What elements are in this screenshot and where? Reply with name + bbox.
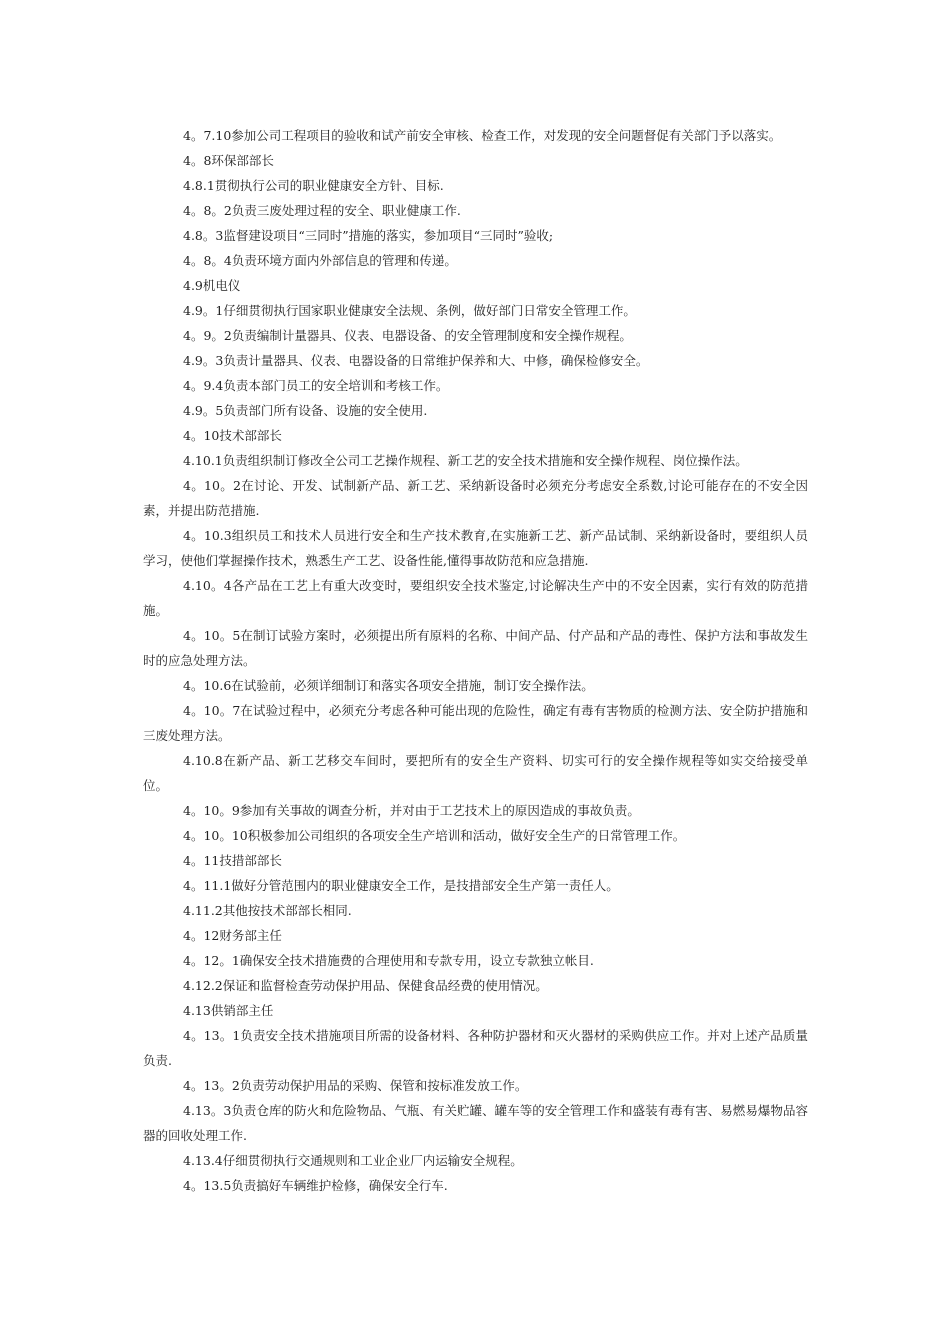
paragraph-4-9-2: 4。9。2负责编制计量器具、仪表、电器设备、的安全管理制度和安全操作规程。 [183, 328, 632, 343]
paragraph-4-8-3: 4.8。3监督建设项目“三同时”措施的落实，参加项目“三同时”验收; [183, 228, 554, 243]
paragraph-4-10-8: 4.10.8在新产品、新工艺移交车间时，要把所有的安全生产资料、切实可行的安全操作规程等如实交给接受单位。 [143, 753, 808, 793]
paragraph-4-13-1: 4。13。1负责安全技术措施项目所需的设备材料、各种防护器材和灭火器材的采购供应工作。并对上述产品质量负责. [143, 1028, 808, 1068]
paragraph-4-9-5: 4.9。5负责部门所有设备、设施的安全使用. [183, 403, 428, 418]
section-heading-4-8: 4。8环保部部长 [183, 153, 274, 168]
paragraph-4-9-3: 4.9。3负责计量器具、仪表、电器设备的日常维护保养和大、中修，确保检修安全。 [183, 353, 649, 368]
paragraph-4-13-5: 4。13.5负责搞好车辆维护检修，确保安全行车. [183, 1178, 448, 1193]
paragraph-4-10-3: 4。10.3组织员工和技术人员进行安全和生产技术教育,在实施新工艺、新产品试制、采纳新设备时，要组织人员学习，使他们掌握操作技术，熟悉生产工艺、设备性能,懂得事故防范和应急措施. [143, 528, 808, 568]
section-heading-4-9: 4.9机电仪 [183, 278, 241, 293]
paragraph-4-7-10: 4。7.10参加公司工程项目的验收和试产前安全审核、检查工作，对发现的安全问题督促有关部门予以落实。 [183, 128, 782, 143]
paragraph-4-10-2: 4。10。2在讨论、开发、试制新产品、新工艺、采纳新设备时必须充分考虑安全系数,讨论可能存在的不安全因素，并提出防范措施. [143, 478, 808, 518]
paragraph-4-10-10: 4。10。10积极参加公司组织的各项安全生产培训和活动，做好安全生产的日常管理工作。 [183, 828, 686, 843]
paragraph-4-10-5: 4。10。5在制订试验方案时，必须提出所有原料的名称、中间产品、付产品和产品的毒性、保护方法和事故发生时的应急处理方法。 [143, 628, 808, 668]
paragraph-4-10-9: 4。10。9参加有关事故的调查分析，并对由于工艺技术上的原因造成的事故负责。 [183, 803, 640, 818]
paragraph-4-10-6: 4。10.6在试验前，必须详细制订和落实各项安全措施，制订安全操作法。 [183, 678, 594, 693]
paragraph-4-8-4: 4。8。4负责环境方面内外部信息的管理和传递。 [183, 253, 457, 268]
paragraph-4-10-7: 4。10。7在试验过程中，必须充分考虑各种可能出现的危险性，确定有毒有害物质的检测方法、安全防护措施和三废处理方法。 [143, 703, 808, 743]
paragraph-4-9-1: 4.9。1仔细贯彻执行国家职业健康安全法规、条例，做好部门日常安全管理工作。 [183, 303, 636, 318]
paragraph-4-13-4: 4.13.4仔细贯彻执行交通规则和工业企业厂内运输安全规程。 [183, 1153, 523, 1168]
paragraph-4-12-1: 4。12。1确保安全技术措施费的合理使用和专款专用，设立专款独立帐目. [183, 953, 594, 968]
section-heading-4-10: 4。10技术部部长 [183, 428, 282, 443]
paragraph-4-13-2: 4。13。2负责劳动保护用品的采购、保管和按标准发放工作。 [183, 1078, 528, 1093]
paragraph-4-10-1: 4.10.1负责组织制订修改全公司工艺操作规程、新工艺的安全技术措施和安全操作规程、岗位操作法。 [183, 453, 748, 468]
paragraph-4-8-1: 4.8.1贯彻执行公司的职业健康安全方针、目标. [183, 178, 444, 193]
paragraph-4-9-4: 4。9.4负责本部门员工的安全培训和考核工作。 [183, 378, 449, 393]
paragraph-4-11-2: 4.11.2其他按技术部部长相同. [183, 903, 352, 918]
section-heading-4-11: 4。11技措部部长 [183, 853, 282, 868]
section-heading-4-12: 4。12财务部主任 [183, 928, 282, 943]
paragraph-4-12-2: 4.12.2保证和监督检查劳动保护用品、保健食品经费的使用情况。 [183, 978, 548, 993]
document-body [143, 123, 808, 1198]
paragraph-4-8-2: 4。8。2负责三废处理过程的安全、职业健康工作. [183, 203, 461, 218]
paragraph-4-10-4: 4.10。4各产品在工艺上有重大改变时，要组织安全技术鉴定,讨论解决生产中的不安全因素，实行有效的防范措施。 [143, 578, 808, 618]
paragraph-4-11-1: 4。11.1做好分管范围内的职业健康安全工作，是技措部安全生产第一责任人。 [183, 878, 619, 893]
section-heading-4-13: 4.13供销部主任 [183, 1003, 274, 1018]
paragraph-4-13-3: 4.13。3负责仓库的防火和危险物品、气瓶、有关贮罐、罐车等的安全管理工作和盛装有毒有害、易燃易爆物品容器的回收处理工作. [143, 1103, 808, 1143]
